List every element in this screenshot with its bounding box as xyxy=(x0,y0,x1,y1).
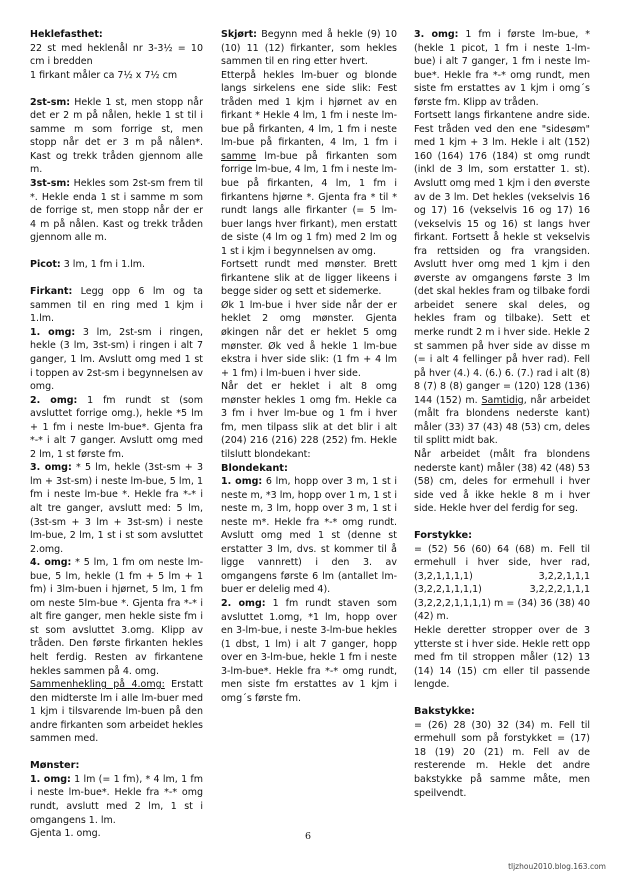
column-right xyxy=(414,28,590,800)
bakstykke-title: Bakstykke: xyxy=(414,706,475,718)
omg4-text: * 5 lm, 1 fm om neste lm-bue, 5 lm, hekle (1 fm + 5 lm + 1 fm) i 3lm-buen i hjørnet, 5 lm, 1 fm om neste 5lm-bue *. Gjenta fra *-* i alt fire ganger, men hekle siste fm i st som avsluttet 3.omg. Klipp av tråden. Den første firkanten hekles helt ferdig. Resten av firkantene hekles sammen på 4. omg. xyxy=(30,557,204,677)
sammenhekling-text: Erstatt den midterste lm i alle lm-buer med 1 kjm i tilsvarende lm-buen på den andre firkanten som arbeidet hekles sammen med. xyxy=(30,679,203,745)
column-middle xyxy=(221,28,397,705)
firkant-paragraph xyxy=(30,285,203,326)
c-omg3-label: 3. omg: xyxy=(414,29,459,40)
monster-omg1-paragraph xyxy=(30,773,203,827)
firkant-label: Firkant: xyxy=(30,286,73,298)
page-number: 6 xyxy=(305,831,312,842)
c-omg3-text: 1 fm i første lm-bue, *(hekle 1 picot, 1 fm i neste 1-lm-bue) i alt 7 ganger, 1 fm i neste lm-bue*. Hekle fra *-* omg rundt, men siste fm erstattes av 1 kjm i omg´s første fm. Klipp av tråden. xyxy=(414,29,590,108)
fortsett-langs-paragraph xyxy=(414,109,590,448)
sm3-label: 3st-sm: xyxy=(30,177,71,189)
blonde-omg1-paragraph xyxy=(221,475,397,597)
sm2-label: 2st-sm: xyxy=(30,96,71,108)
lm-buer-underlined: samme xyxy=(221,150,257,162)
sm3-text: Hekles som 2st-sm frem til *. Hekle enda 1 st i samme m som de forrige st, men stopp når der er 4 m på nålen. Kast og trekk tråden gjennom alle m. xyxy=(30,177,203,244)
omg4-label: 4. omg: xyxy=(30,557,72,569)
forstykke-title: Forstykke: xyxy=(414,530,473,542)
sammenhekling-paragraph xyxy=(30,678,203,746)
blonde-omg2-text: 1 fm rundt staven som avsluttet 1.omg, *1 lm, hopp over en 3-lm-bue, i neste 3-lm-bue hekles (1 dbst, 1 lm) i alt 7 ganger, hopp over en 3-lm-bue, hekle 1 fm i neste 3-lm-bue*. Hekle fra *-* omg rundt, men siste fm erstattes av 1 kjm i omg´s første fm. xyxy=(221,597,397,704)
sammenhekling-label: Sammenhekling på 4.omg: xyxy=(30,679,165,691)
footer-watermark: tljzhou2010.blog.163.com xyxy=(508,862,606,871)
monster-omg1-text: 1 lm (= 1 fm), * 4 lm, 1 fm i neste lm-bue*. Hekle fra *-* omg rundt, avslutt med 2 lm, 1 st i omgangens 1. lm. xyxy=(30,773,203,826)
blonde-omg2-paragraph xyxy=(221,597,397,705)
picot-text: 3 lm, 1 fm i 1.lm. xyxy=(60,259,146,271)
lm-buer-text-2: lm-bue på firkanten som forrige lm-bue, 4 lm, 1 fm i neste lm-bue på firkanten, 4 lm, 1 fm i firkantens hjørne *. Gjenta fra * til * rundt langs alle firkanter (= 5 lm-buer langs hver firkant), men erstatt de siste (4 lm og 1 fm) med 2 lm og 1 st i kjm i begynnelsen av omg. xyxy=(221,150,397,257)
heklefasthet-title: Heklefasthet: xyxy=(30,29,103,40)
picot-label: Picot: xyxy=(30,259,61,271)
heklet-paragraph: Når det er heklet i alt 8 omg mønster hekles 1 omg fm. Hekle ca 3 fm i hver lm-bue og 1 fm i hver fm, men tilpass slik at det blir i alt (204) 216 (216) 228 (252) fm. Hekle tilslutt blondekant: xyxy=(221,381,397,460)
omg2-text: 1 fm rundt st (som avsluttet forrige omg.), hekle *5 lm + 1 fm i neste lm-bue*. Gjenta fra *-* i alt 7 ganger. Avslutt omg med 2 lm, 1 st første fm. xyxy=(30,394,203,460)
monster-repeat: Gjenta 1. omg. xyxy=(30,828,101,840)
samtidig-underlined: Samtidig xyxy=(481,394,524,406)
picot-paragraph xyxy=(30,258,203,272)
omg2-paragraph xyxy=(30,394,203,462)
omg1-text: 3 lm, 2st-sm i ringen, hekle (3 lm, 3st-sm) i ringen i alt 7 ganger, 1 lm. Avslutt omg med 1 st i toppen av 2st-sm i begynnelsen av omg. xyxy=(30,326,203,393)
forstykke-text: = (52) 56 (60) 64 (68) m. Fell til ermehull i hver side, hver rad, (3,2,1,1,1,1) 3,2,2,1,1,1 (3,2,2,1,1,1,1) 3,2,2,2,1,1,1 (3,2,2,2,1,1,1,1) m = (34) 36 (38) 40 (42) m. xyxy=(414,543,590,623)
blonde-omg1-label: 1. omg: xyxy=(221,476,263,488)
omg4-paragraph xyxy=(30,556,203,678)
omg1-paragraph xyxy=(30,326,203,394)
skjort-paragraph xyxy=(221,28,397,69)
lm-buer-paragraph xyxy=(221,69,397,259)
skjort-label: Skjørt: xyxy=(221,29,257,40)
sm3-paragraph xyxy=(30,177,203,245)
omg3-paragraph xyxy=(30,461,203,556)
c-omg3-paragraph xyxy=(414,28,590,109)
forstykke-text-2: Hekle deretter stropper over de 3 ytterste st i hver side. Hekle rett opp med fm til stroppen måler (12) 13 (14) 14 (15) cm eller til passende lengde. xyxy=(414,625,590,691)
fortsett-paragraph: Fortsett rundt med mønster. Brett firkantene slik at de ligger likeens i begge sider og sett et sidemerke. xyxy=(221,259,397,298)
skjort-text: Begynn med å hekle (9) 10 (10) 11 (12) firkanter, som hekles sammen til en ring etter hvert. xyxy=(221,29,397,68)
heklefasthet-line-2: 1 firkant måler ca 7½ x 7½ cm xyxy=(30,69,178,81)
monster-omg1-label: 1. omg: xyxy=(30,773,71,785)
heklefasthet-block xyxy=(30,28,203,82)
sm2-paragraph xyxy=(30,96,203,177)
ermehull-paragraph: Når arbeidet (målt fra blondens nederste kant) måler (38) 42 (48) 53 (58) cm, deles for ermehull i hver side ved å ikke hekle 8 m i hver side. Hekle hver del ferdig for seg. xyxy=(414,448,590,515)
column-left xyxy=(30,28,203,841)
omg3-text: * 5 lm, hekle (3st-sm + 3 lm + 3st-sm) i neste lm-bue, 5 lm, 1 fm i neste lm-bue *. Hekle fra *-* i alt tre ganger, avslutt med: 5 lm, (3st-sm + 3 lm + 3st-sm) i neste lm-bue, 2 lm, 1 st i st som avsluttet 2.omg. xyxy=(30,462,203,555)
blonde-omg1-text: 6 lm, hopp over 3 m, 1 st i neste m, *3 lm, hopp over 1 m, 1 st i neste m, 3 lm, hopp over 3 m, 1 st i neste m*. Hekle fra *-* omg rundt. Avslutt omg med 1 st (denne st erstatter 3 lm, dvs. st kommer til å ligge vannrett) i den 3. av omgangens første 6 lm (antallet lm-buer er delelig med 4). xyxy=(221,476,398,596)
blondekant-title: Blondekant: xyxy=(221,462,288,474)
omg1-label: 1. omg: xyxy=(30,326,76,338)
omg2-label: 2. omg: xyxy=(30,394,78,406)
oek-paragraph: Øk 1 lm-bue i hver side når der er heklet 2 omg mønster. Gjenta økingen når det er heklet 5 omg mønster. Øk ved å hekle 1 lm-bue ekstra i hver side slik: (1 fm + 4 lm + 1 fm) i lm-buen i hver side. xyxy=(221,299,397,379)
sm2-text: Hekle 1 st, men stopp når det er 2 m på nålen, hekle 1 st til i samme m som forrige st, men stopp når det er 3 m på nålen*. Kast og trekk tråden gjennom alle m. xyxy=(30,96,203,176)
monster-title: Mønster: xyxy=(30,760,80,772)
lm-buer-text-1: Etterpå hekles lm-buer og blonde langs sirkelens ene side slik: Fest tråden med 1 kjm i hjørnet av en firkant * Hekle 4 lm, 1 fm i neste lm-bue på firkanten, 4 lm, 1 fm i neste lm-bue på firkanten, 4 lm, 1 fm i xyxy=(221,69,397,149)
firkant-text: Legg opp 6 lm og ta sammen til en ring med 1 kjm i 1.lm. xyxy=(30,286,203,325)
fortsett-langs-text-1: Fortsett langs firkantene andre side. Fest tråden ved den ene "sidesøm" med 1 kjm + 3 lm. Hekle i alt (152) 160 (164) 176 (184) st omg rundt (inkl de 3 lm, som erstatter 1. st). Avslutt omg med 1 kjm i den øverste av de 3 lm. Det hekles (vekselvis 16 og 17) 16 (vekselvis 16 og 17) 16 (vekselvis 15 og 16) st langs hver firkant. Fortsett å hekle st vekselvis fra rettsiden og fra vrangsiden. Avslutt hver omg med 1 kjm i den øverste av omgangens første 3 lm (det skal hekles fram og tilbake fordi arbeidet senere skal deles, og hekles fram og tilbake). Sett et merke rundt 2 m i hver side. Hekle 2 st sammen på hver side av disse m (= i alt 4 fellinger på hver rad). Fell på hver (4.) 4. (6.) 6. (7.) rad i alt (8) 8 (7) 8 (8) ganger = (120) 128 (136) 144 (152) m. xyxy=(414,110,590,406)
fortsett-langs-text-2: , når arbeidet (målt fra blondens nederste kant) måler (33) 37 (43) 48 (53) cm, deles til splitt midt bak. xyxy=(414,394,590,447)
omg3-label: 3. omg: xyxy=(30,462,72,474)
bakstykke-text: = (26) 28 (30) 32 (34) m. Fell til ermehull som på forstykket = (17) 18 (19) 20 (21) m. Fell av de resterende m. Hekle det andre bakstykke på samme måte, men speilvendt. xyxy=(414,719,590,799)
heklefasthet-line-1: 22 st med heklenål nr 3-3½ = 10 cm i bredden xyxy=(30,42,203,68)
blonde-omg2-label: 2. omg: xyxy=(221,597,266,609)
